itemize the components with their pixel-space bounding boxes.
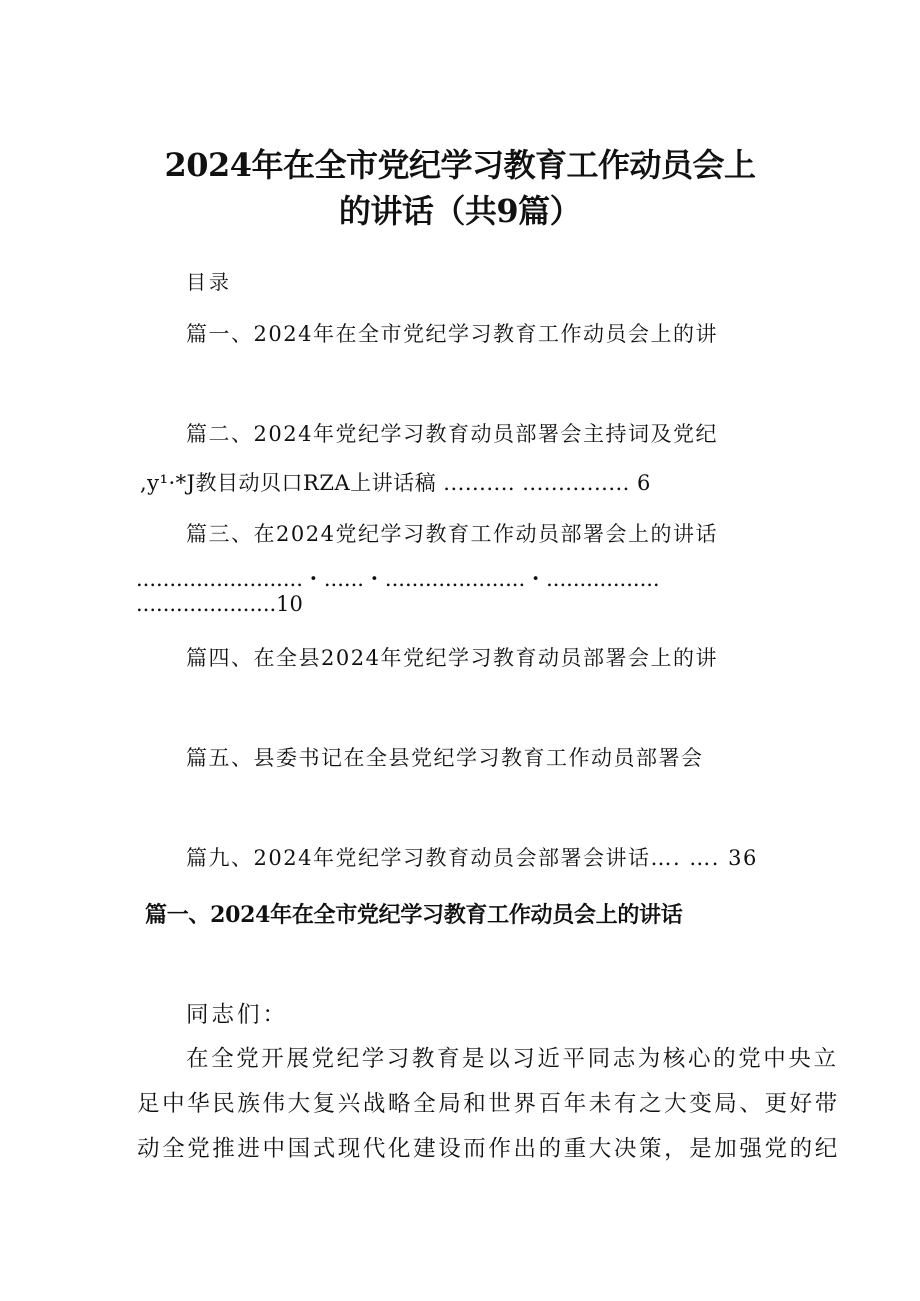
toc-entry-2: 篇二、2024年党纪学习教育动员部署会主持词及党纪 [186,422,718,446]
paragraph-line-1: 在全党开展党纪学习教育是以习近平同志为核心的党中央立 [186,1046,839,1072]
paragraph-line-3: 动全党推进中国式现代化建设而作出的重大决策，是加强党的纪 [137,1136,840,1162]
salutation: 同志们： [186,1002,289,1028]
paragraph-line-2: 足中华民族伟大复兴战略全局和世界百年未有之大变局、更好带 [137,1091,840,1117]
section-heading: 篇一、2024年在全市党纪学习教育工作动员会上的讲话 [145,902,683,928]
document-title-line-2: 的讲话（共9篇） [338,192,582,230]
toc-entry-5: 篇五、县委书记在全县党纪学习教育工作动员部署会 [186,746,704,770]
document-title-line-1: 2024年在全市党纪学习教育工作动员会上 [164,146,756,184]
toc-entry-1: 篇一、2024年在全市党纪学习教育工作动员会上的讲 [186,322,718,346]
toc-entry-6: 篇九、2024年党纪学习教育动员会部署会讲话…. …. 36 [186,846,758,870]
toc-entry-4: 篇四、在全县2024年党纪学习教育动员部署会上的讲 [186,646,718,670]
toc-entry-3-leader-dots: .........................・......・.....................・................. [136,567,660,591]
toc-entry-3: 篇三、在2024党纪学习教育工作动员部署会上的讲话 [186,522,718,546]
toc-heading: 目录 [186,270,232,294]
toc-entry-2-continuation: ,y¹·*J教目动贝口RZA上讲话稿 .......... ............... 6 [140,471,651,495]
toc-entry-3-page-number: .....................10 [136,592,303,616]
